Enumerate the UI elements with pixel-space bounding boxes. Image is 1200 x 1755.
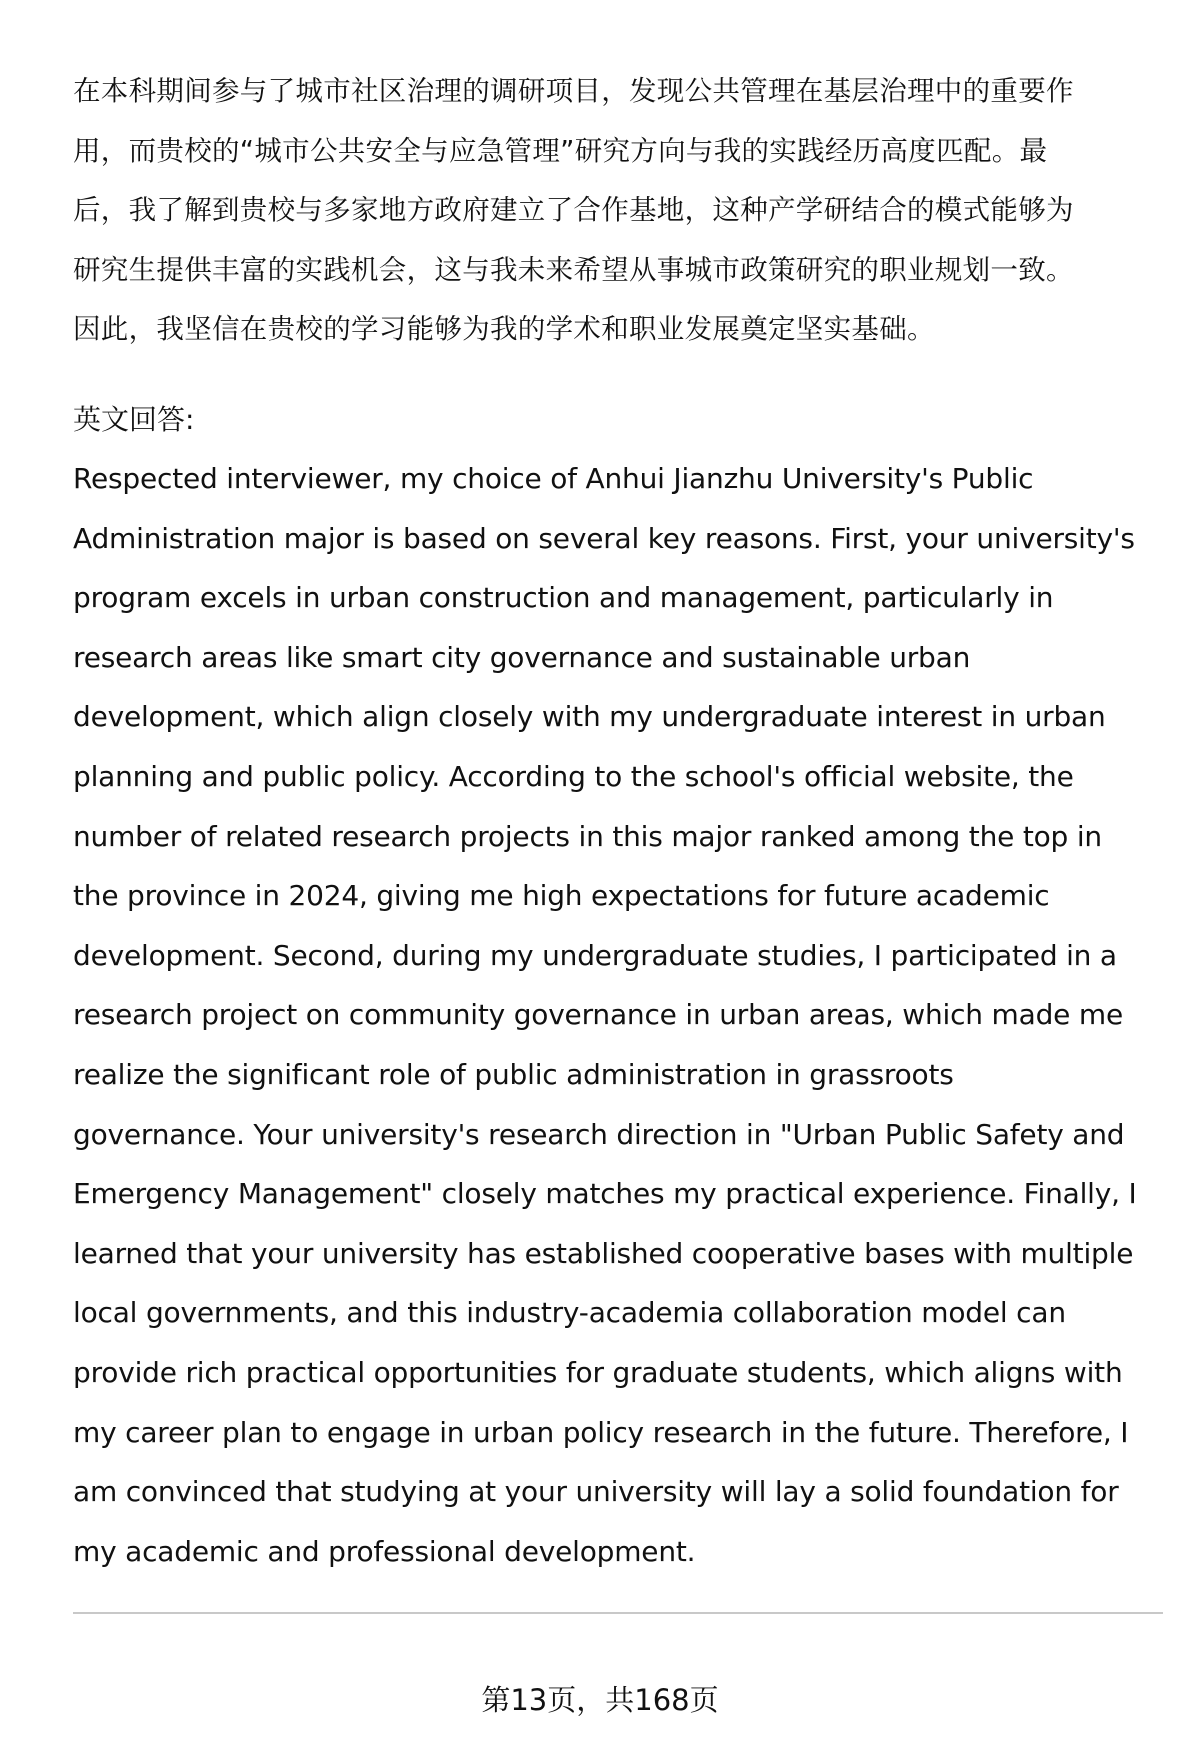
text-line: realize the significant role of public administration in grassroots [73,1057,954,1091]
chinese-answer-paragraph [73,62,1163,360]
footer-divider [73,1612,1163,1614]
text-line: the province in 2024, giving me high expectations for future academic [73,879,1050,913]
text-line: 因此，我坚信在贵校的学习能够为我的学术和职业发展奠定坚实基础。 [73,313,935,346]
text-line: program excels in urban construction and management, particularly in [73,581,1054,615]
text-line: 用，而贵校的“城市公共安全与应急管理”研究方向与我的实践经历高度匹配。最 [73,134,1048,167]
text-line: Administration major is based on several key reasons. First, your university's [73,521,1135,555]
text-line: research project on community governance in urban areas, which made me [73,998,1123,1032]
text-line: planning and public policy. According to the school's official website, the [73,759,1074,793]
text-line: governance. Your university's research direction in "Urban Public Safety and [73,1117,1125,1151]
page-number: 第13页，共168页 [481,1683,719,1717]
english-answer-paragraph [73,449,1163,1581]
text-line: local governments, and this industry-academia collaboration model can [73,1296,1066,1330]
text-line: provide rich practical opportunities for graduate students, which aligns with [73,1355,1123,1389]
text-line: Respected interviewer, my choice of Anhui Jianzhu University's Public [73,462,1034,495]
text-line: number of related research projects in this major ranked among the top in [73,819,1102,853]
text-line: research areas like smart city governance and sustainable urban [73,640,971,674]
text-line: am convinced that studying at your university will lay a solid foundation for [73,1475,1119,1509]
text-line: my career plan to engage in urban policy research in the future. Therefore, I [73,1415,1129,1449]
text-line: 后，我了解到贵校与多家地方政府建立了合作基地，这种产学研结合的模式能够为 [73,194,1074,227]
text-line: Emergency Management" closely matches my practical experience. Finally, I [73,1177,1137,1211]
text-line: 在本科期间参与了城市社区治理的调研项目，发现公共管理在基层治理中的重要作 [73,75,1074,107]
text-line: 研究生提供丰富的实践机会，这与我未来希望从事城市政策研究的职业规划一致。 [73,253,1074,286]
text-line: learned that your university has established cooperative bases with multiple [73,1236,1134,1270]
english-answer-label: 英文回答: [73,403,195,436]
text-line: development, which align closely with my undergraduate interest in urban [73,700,1106,734]
text-line: my academic and professional development. [73,1534,696,1568]
text-line: development. Second, during my undergraduate studies, I participated in a [73,938,1117,972]
